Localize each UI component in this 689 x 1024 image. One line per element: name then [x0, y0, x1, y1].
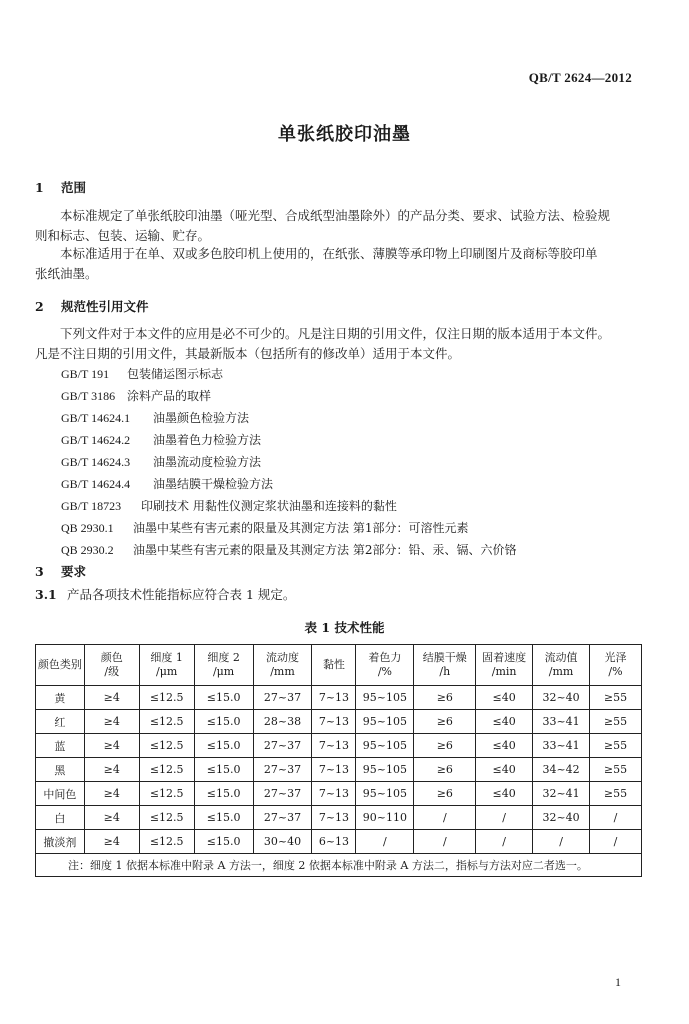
table-cell: 34~42: [533, 758, 590, 782]
table-cell: /: [476, 830, 533, 854]
table-cell: ≥4: [84, 758, 139, 782]
table-cell: ≤40: [476, 758, 533, 782]
table-row: [36, 758, 642, 782]
table-cell: ≥6: [414, 686, 476, 710]
table-row: [36, 734, 642, 758]
header-cell: 细度 2 /μm: [194, 645, 253, 686]
table-cell: /: [533, 830, 590, 854]
table-cell: 32~40: [533, 686, 590, 710]
table-cell: 95~105: [356, 686, 414, 710]
clause-3-1-number: 3.1: [35, 587, 57, 602]
table-cell: ≤15.0: [194, 830, 253, 854]
table-cell: 27~37: [253, 782, 312, 806]
table-cell: ≥55: [590, 734, 642, 758]
scope-p2-line2: 张纸油墨。: [35, 266, 98, 281]
technical-performance-table: [35, 644, 642, 877]
table-cell: ≥6: [414, 758, 476, 782]
normative-intro-line1: 下列文件对于本文件的应用是必不可少的。凡是注日期的引用文件，仅注日期的版本适用于本文件。: [60, 326, 611, 341]
table-cell: 黑: [36, 758, 85, 782]
scope-paragraph-1: [35, 206, 655, 246]
header-cell: 光泽 /%: [590, 645, 642, 686]
table-cell: /: [356, 830, 414, 854]
section-1-title: 范围: [61, 180, 87, 195]
table-cell: ≤40: [476, 710, 533, 734]
ref-title: 油墨中某些有害元素的限量及其测定方法 第2部分：铅、汞、镉、六价铬: [133, 543, 517, 557]
table-cell: ≤40: [476, 782, 533, 806]
table-cell: 32~40: [533, 806, 590, 830]
table-cell: 7~13: [312, 710, 356, 734]
table-cell: 蓝: [36, 734, 85, 758]
table-cell: ≥4: [84, 686, 139, 710]
normative-intro-line2: 凡是不注日期的引用文件，其最新版本（包括所有的修改单）适用于本文件。: [35, 346, 461, 361]
ref-item: [61, 475, 273, 492]
ref-title: 油墨着色力检验方法: [153, 433, 262, 447]
table-cell: ≥6: [414, 782, 476, 806]
table-cell: 33~41: [533, 734, 590, 758]
ref-item: [61, 519, 468, 536]
table-cell: 红: [36, 710, 85, 734]
table-cell: /: [476, 806, 533, 830]
table-cell: ≥55: [590, 758, 642, 782]
section-2-number: 2: [35, 299, 44, 314]
table-row: [36, 710, 642, 734]
table-cell: ≥4: [84, 734, 139, 758]
header-cell: 颜色 /级: [84, 645, 139, 686]
ref-code: GB/T 14624.2: [61, 433, 131, 447]
ref-title: 印刷技术 用黏性仪测定浆状油墨和连接料的黏性: [141, 499, 397, 513]
ref-item: [61, 497, 397, 514]
scope-p1-line2: 则和标志、包装、运输、贮存。: [35, 228, 211, 243]
ref-item: [61, 453, 261, 470]
table-cell: ≥55: [590, 686, 642, 710]
ref-code: GB/T 191: [61, 367, 110, 381]
document-title: 单张纸胶印油墨: [278, 124, 411, 145]
table-cell: 中间色: [36, 782, 85, 806]
table-row: [36, 686, 642, 710]
table-cell: /: [414, 806, 476, 830]
table-note: 注：细度 1 依据本标准中附录 A 方法一，细度 2 依据本标准中附录 A 方法二，指标与方法对应二者选一。: [36, 854, 642, 877]
ref-item: [61, 541, 516, 558]
table-cell: 30~40: [253, 830, 312, 854]
table-cell: 白: [36, 806, 85, 830]
table-cell: 32~41: [533, 782, 590, 806]
table-cell: ≥4: [84, 830, 139, 854]
section-3-number: 3: [35, 564, 44, 579]
ref-code: GB/T 14624.3: [61, 455, 131, 469]
table-cell: ≤12.5: [139, 686, 194, 710]
table-cell: ≤15.0: [194, 686, 253, 710]
table-cell: 7~13: [312, 806, 356, 830]
table-cell: ≥4: [84, 806, 139, 830]
table-cell: ≥55: [590, 782, 642, 806]
ref-title: 涂料产品的取样: [127, 389, 212, 403]
section-2-heading: [35, 297, 149, 315]
table-cell: 95~105: [356, 734, 414, 758]
table-cell: 7~13: [312, 734, 356, 758]
table-cell: 95~105: [356, 758, 414, 782]
ref-item: [61, 365, 223, 382]
table-note-row: [36, 854, 642, 877]
table-cell: ≥6: [414, 734, 476, 758]
table-cell: ≤12.5: [139, 710, 194, 734]
table-cell: /: [590, 806, 642, 830]
scope-p2-line1: 本标准适用于在单、双或多色胶印机上使用的，在纸张、薄膜等承印物上印刷图片及商标等胶印单: [60, 246, 598, 261]
clause-3-1: [35, 585, 295, 605]
page-number: 1: [615, 975, 621, 989]
ref-code: GB/T 3186: [61, 389, 116, 403]
section-2-title: 规范性引用文件: [61, 299, 149, 314]
ref-code: QB 2930.1: [61, 521, 114, 535]
table-cell: ≤15.0: [194, 806, 253, 830]
standard-number: QB/T 2624—2012: [528, 70, 632, 85]
header-cell: 流动度 /mm: [253, 645, 312, 686]
table-cell: 90~110: [356, 806, 414, 830]
header-cell: 黏性: [312, 645, 356, 686]
ref-code: GB/T 14624.1: [61, 411, 131, 425]
table-row: [36, 806, 642, 830]
table-cell: 27~37: [253, 734, 312, 758]
ref-code: QB 2930.2: [61, 543, 114, 557]
section-1-heading: [35, 178, 86, 196]
table-cell: /: [414, 830, 476, 854]
clause-3-1-text: 产品各项技术性能指标应符合表 1 规定。: [67, 587, 296, 602]
table-cell: 7~13: [312, 782, 356, 806]
table-cell: 27~37: [253, 758, 312, 782]
table-cell: ≤15.0: [194, 758, 253, 782]
table-header-row: [36, 645, 642, 686]
table-row: [36, 782, 642, 806]
table-cell: ≤15.0: [194, 710, 253, 734]
table-cell: ≤40: [476, 734, 533, 758]
table-cell: 7~13: [312, 758, 356, 782]
table-cell: 27~37: [253, 686, 312, 710]
ref-item: [61, 387, 211, 404]
section-1-number: 1: [35, 180, 44, 195]
header-cell: 结膜干燥 /h: [414, 645, 476, 686]
section-3-title: 要求: [61, 564, 87, 579]
table-cell: ≤12.5: [139, 782, 194, 806]
table-cell: ≤15.0: [194, 782, 253, 806]
table-cell: ≥55: [590, 710, 642, 734]
table-cell: ≤12.5: [139, 806, 194, 830]
header-cell: 流动值 /mm: [533, 645, 590, 686]
table-cell: /: [590, 830, 642, 854]
ref-title: 包装储运图示标志: [127, 367, 224, 381]
header-cell: 着色力 /%: [356, 645, 414, 686]
ref-code: GB/T 14624.4: [61, 477, 131, 491]
table-cell: ≤40: [476, 686, 533, 710]
table-cell: ≥6: [414, 710, 476, 734]
table-cell: ≤12.5: [139, 830, 194, 854]
table-row: [36, 830, 642, 854]
table-cell: ≥4: [84, 710, 139, 734]
table-caption: 表 1 技术性能: [304, 620, 385, 635]
ref-code: GB/T 18723: [61, 499, 122, 513]
table-cell: 黄: [36, 686, 85, 710]
table-cell: 7~13: [312, 686, 356, 710]
ref-item: [61, 431, 261, 448]
header-cell: 固着速度 /min: [476, 645, 533, 686]
table-cell: ≤12.5: [139, 734, 194, 758]
scope-paragraph-2: [35, 244, 655, 284]
table-cell: 95~105: [356, 782, 414, 806]
table-cell: ≤15.0: [194, 734, 253, 758]
table-cell: 33~41: [533, 710, 590, 734]
ref-item: [61, 409, 249, 426]
scope-p1-line1: 本标准规定了单张纸胶印油墨（哑光型、合成纸型油墨除外）的产品分类、要求、试验方法、检验规: [60, 208, 611, 223]
ref-title: 油墨流动度检验方法: [153, 455, 262, 469]
table-cell: 95~105: [356, 710, 414, 734]
table-cell: 28~38: [253, 710, 312, 734]
table-cell: 撤淡剂: [36, 830, 85, 854]
table-cell: 27~37: [253, 806, 312, 830]
section-3-heading: [35, 562, 86, 580]
ref-title: 油墨中某些有害元素的限量及其测定方法 第1部分：可溶性元素: [133, 521, 469, 535]
header-cell: 颜色类别: [36, 645, 85, 686]
header-cell: 细度 1 /μm: [139, 645, 194, 686]
ref-title: 油墨结膜干燥检验方法: [153, 477, 274, 491]
table-cell: ≤12.5: [139, 758, 194, 782]
table-cell: ≥4: [84, 782, 139, 806]
table-cell: 6~13: [312, 830, 356, 854]
normative-intro: [35, 324, 665, 364]
ref-title: 油墨颜色检验方法: [153, 411, 250, 425]
